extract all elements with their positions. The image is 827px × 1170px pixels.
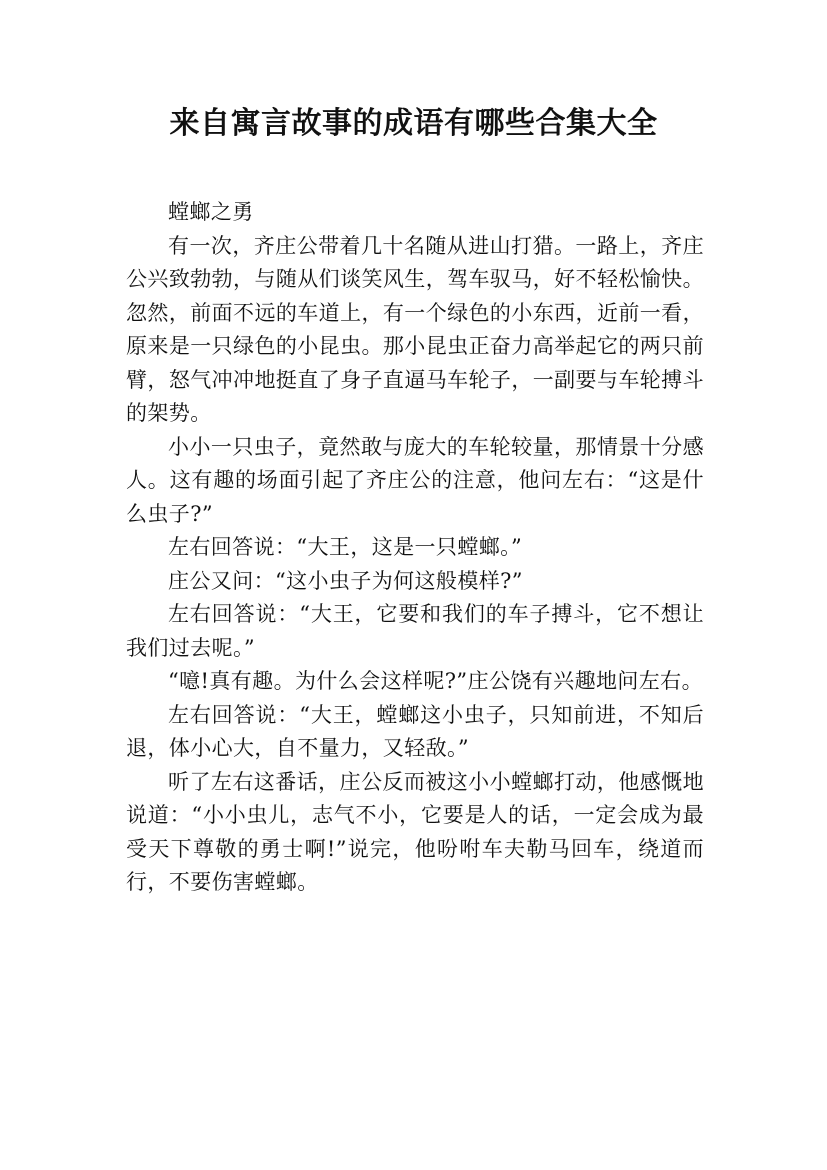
paragraph: 左右回答说：“大王，螳螂这小虫子，只知前进，不知后退，体小心大，自不量力，又轻敌。” [126, 702, 704, 760]
paragraph: 左右回答说：“大王，这是一只螳螂。” [168, 535, 523, 559]
paragraph: 有一次，齐庄公带着几十名随从进山打猎。一路上，齐庄公兴致勃勃，与随从们谈笑风生，驾车驭马，好不轻松愉快。忽然，前面不远的车道上，有一个绿色的小东西，近前一看，原来是一只绿色的小昆虫。那小昆虫正奋力高举起它的两只前臂，怒气冲冲地挺直了身子直逼马车轮子，一副要与车轮搏斗的架势。 [126, 233, 704, 425]
paragraph: 庄公又问：“这小虫子为何这般模样?” [168, 568, 523, 593]
section-heading: 螳螂之勇 [168, 200, 254, 224]
paragraph: 听了左右这番话，庄公反而被这小小螳螂打动，他感慨地说道：“小小虫儿，志气不小，它要是人的话，一定会成为最受天下尊敬的勇士啊!”说完，他吩咐车夫勒马回车，绕道而行，不要伤害螳螂。 [126, 769, 704, 894]
document-body [126, 196, 704, 900]
paragraph: “噫!真有趣。为什么会这样呢?”庄公饶有兴趣地问左右。 [168, 669, 703, 693]
document-title: 来自寓言故事的成语有哪些合集大全 [169, 106, 658, 141]
paragraph: 小小一只虫子，竟然敢与庞大的车轮较量，那情景十分感人。这有趣的场面引起了齐庄公的注意，他问左右：“这是什么虫子?” [126, 434, 704, 526]
paragraph: 左右回答说：“大王，它要和我们的车子搏斗，它不想让我们过去呢。” [126, 602, 704, 660]
